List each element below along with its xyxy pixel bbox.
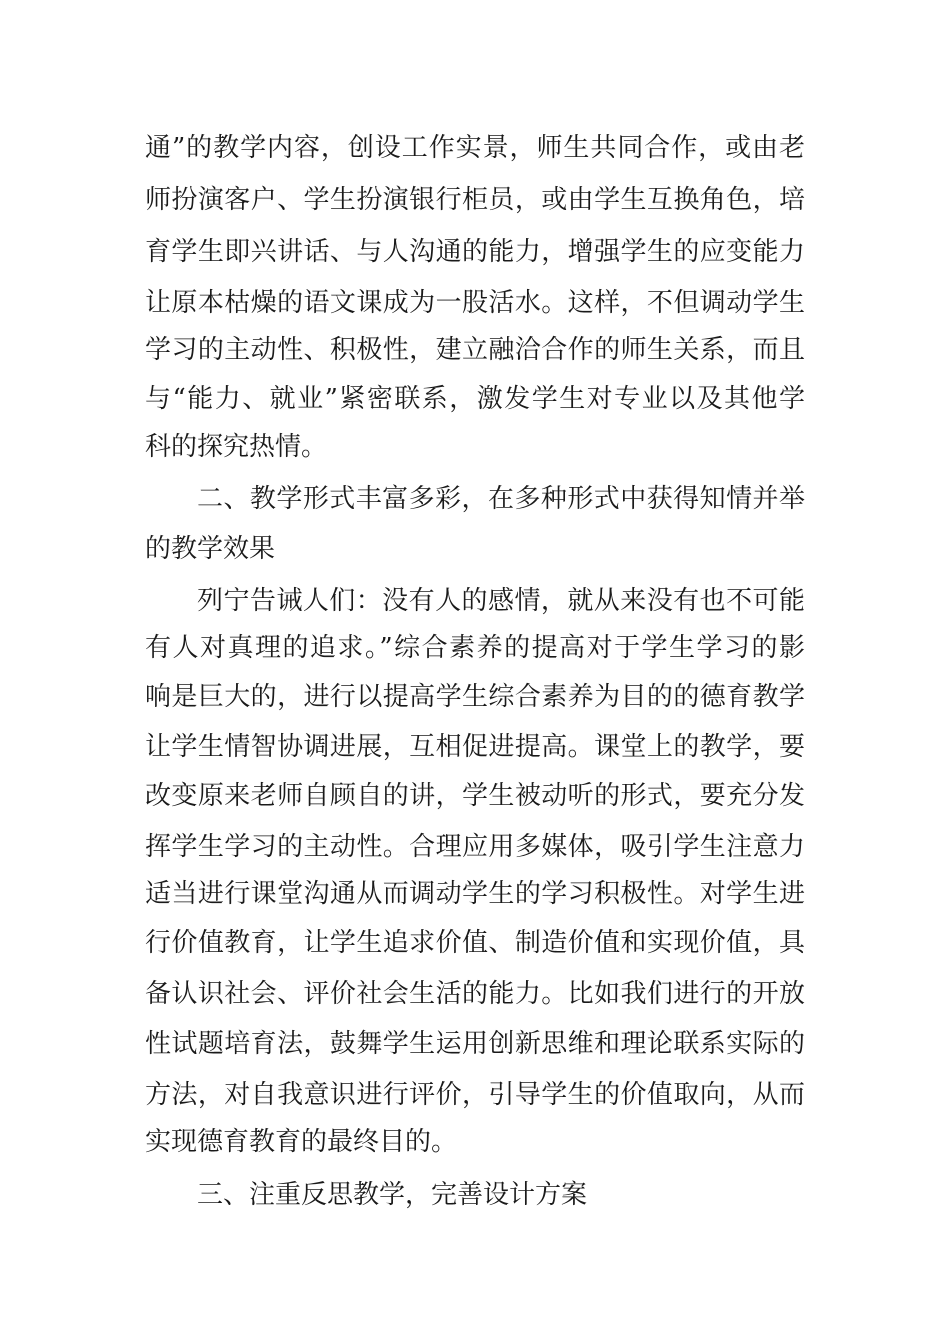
text-line: 育学生即兴讲话、与人沟通的能力，增强学生的应变能力 bbox=[145, 237, 805, 267]
text-line: 科的探究热情。 bbox=[145, 432, 328, 462]
text-line: 学习的主动性、积极性，建立融洽合作的师生关系，而且 bbox=[145, 335, 805, 365]
text-line: 适当进行课堂沟通从而调动学生的学习积极性。对学生进 bbox=[145, 879, 805, 909]
text-line: 有人对真理的追求。”综合素养的提高对于学生学习的影 bbox=[145, 633, 805, 663]
text-line: 备认识社会、评价社会生活的能力。比如我们进行的开放 bbox=[145, 979, 805, 1009]
text-line: 响是巨大的，进行以提高学生综合素养为目的的德育教学 bbox=[145, 682, 805, 712]
text-line: 行价值教育，让学生追求价值、制造价值和实现价值，具 bbox=[145, 928, 805, 958]
text-line: 性试题培育法，鼓舞学生运用创新思维和理论联系实际的 bbox=[145, 1029, 805, 1059]
section-heading: 二、教学形式丰富多彩，在多种形式中获得知情并举 bbox=[197, 484, 805, 514]
text-line: 挥学生学习的主动性。合理应用多媒体，吸引学生注意力 bbox=[145, 832, 805, 862]
text-line: 方法，对自我意识进行评价，引导学生的价值取向，从而 bbox=[145, 1080, 805, 1110]
text-line: 让原本枯燥的语文课成为一股活水。这样，不但调动学生 bbox=[145, 288, 805, 318]
section-heading: 三、注重反思教学，完善设计方案 bbox=[197, 1180, 588, 1210]
text-line: 师扮演客户、学生扮演银行柜员，或由学生互换角色，培 bbox=[145, 185, 805, 215]
text-line: 列宁告诫人们：没有人的感情，就从来没有也不可能 bbox=[197, 586, 805, 616]
text-line: 让学生情智协调进展，互相促进提高。课堂上的教学，要 bbox=[145, 732, 805, 762]
text-line: 改变原来老师自顾自的讲，学生被动听的形式，要充分发 bbox=[145, 781, 805, 811]
text-line: 与“能力、就业”紧密联系，激发学生对专业以及其他学 bbox=[145, 384, 805, 414]
section-heading-continuation: 的教学效果 bbox=[145, 534, 276, 564]
text-line: 通”的教学内容，创设工作实景，师生共同合作，或由老 bbox=[145, 133, 805, 163]
text-line: 实现德育教育的最终目的。 bbox=[145, 1127, 458, 1157]
